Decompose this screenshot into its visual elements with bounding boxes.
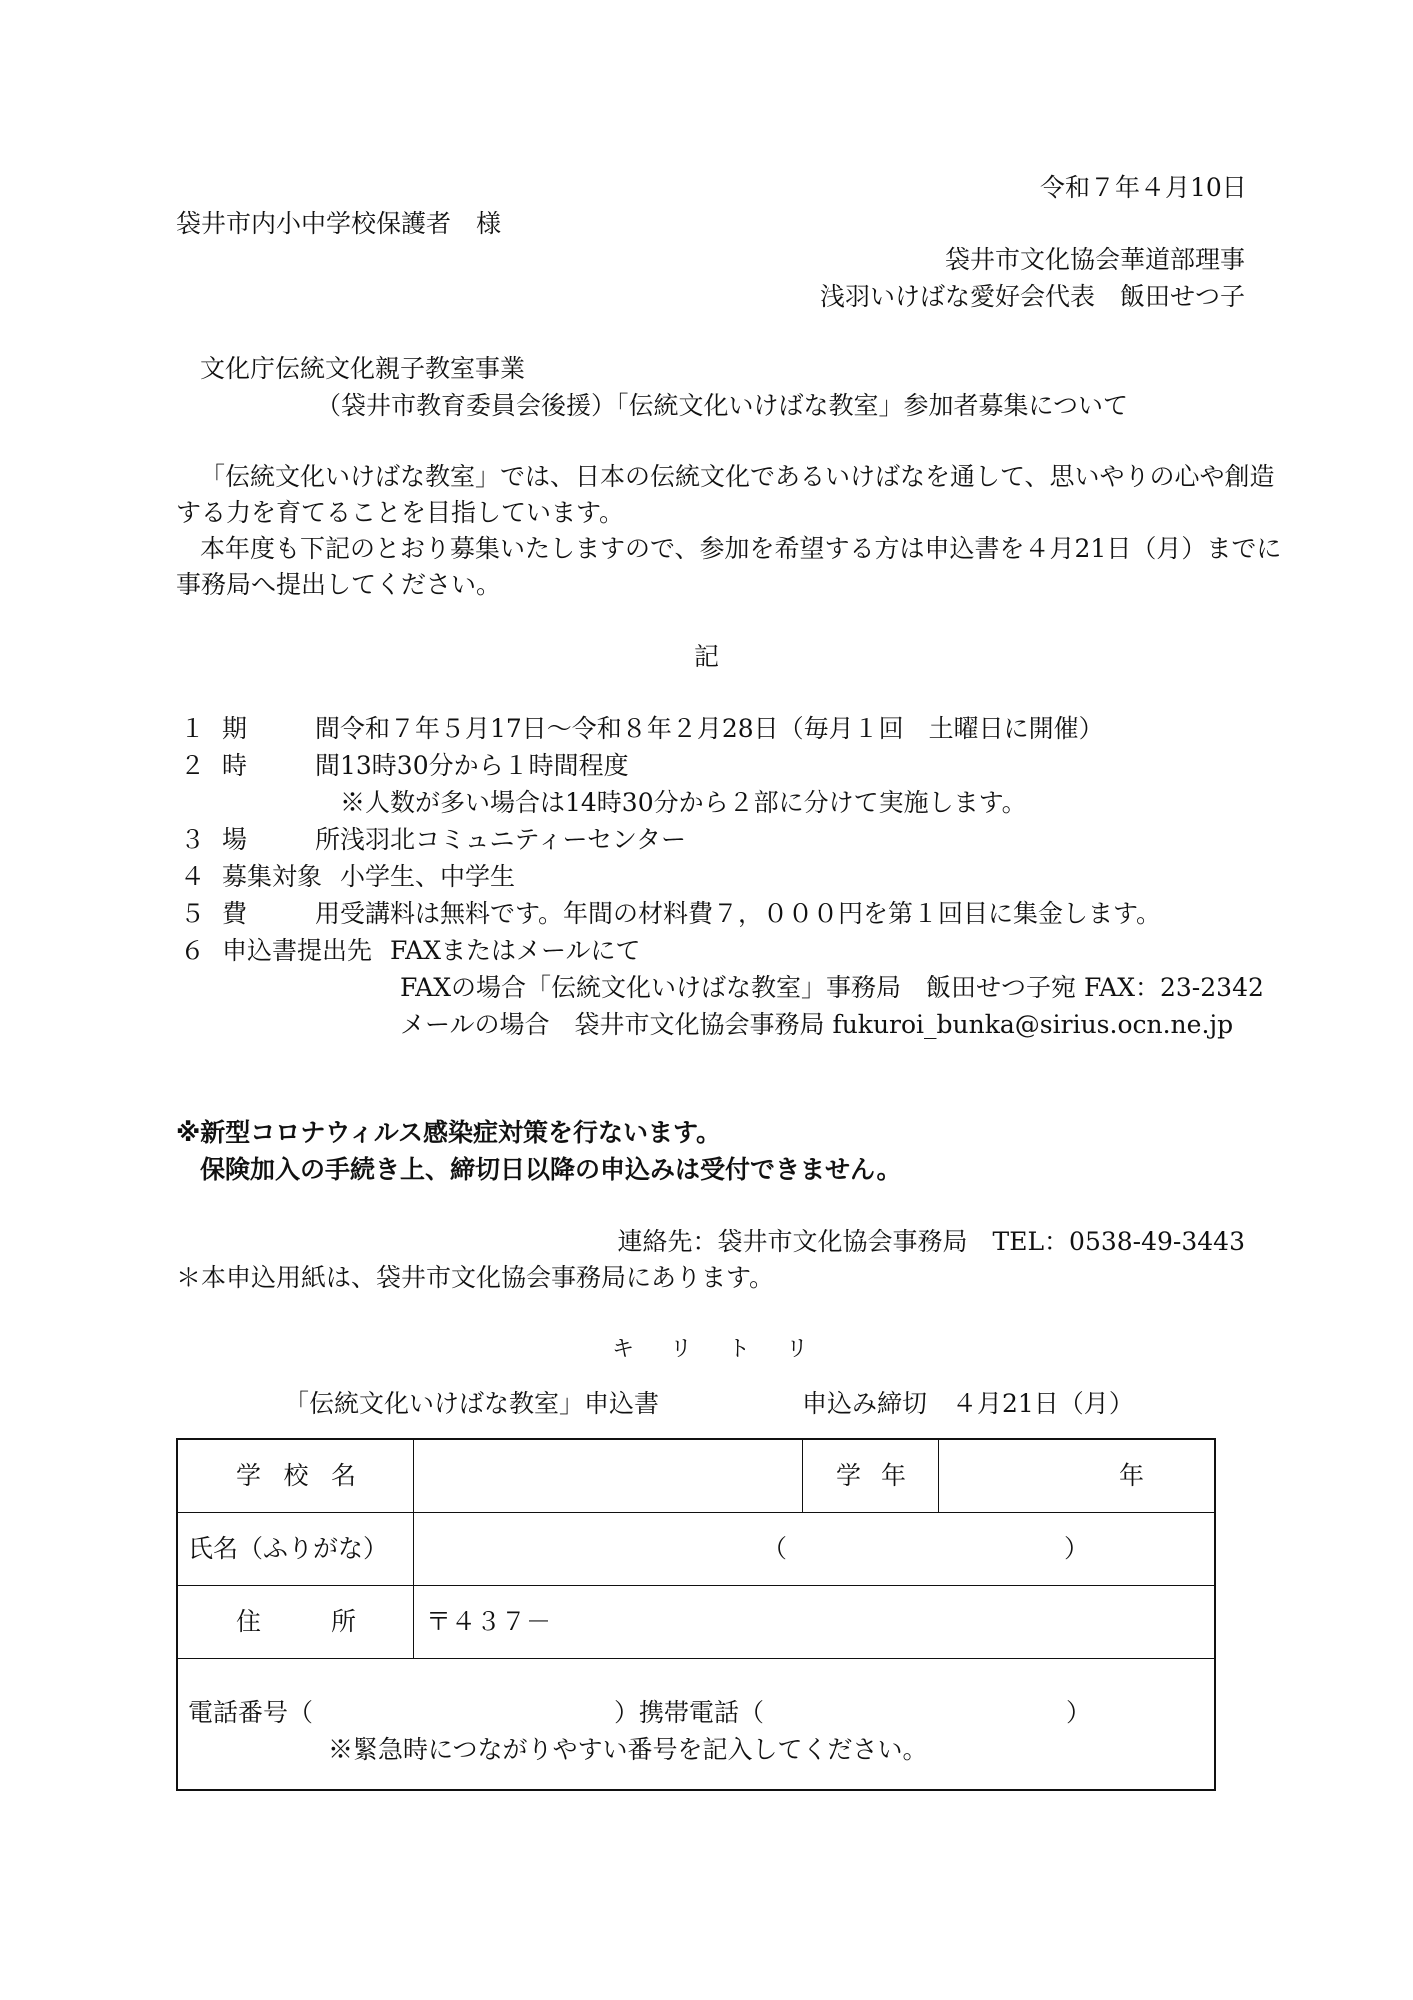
item-label-char: 時	[222, 751, 248, 780]
grade-unit: 年	[1119, 1461, 1145, 1490]
form-deadline: 申込み締切 ４月21日（月）	[802, 1389, 1134, 1418]
item-number: ４	[180, 862, 206, 891]
sender-name: 浅羽いけばな愛好会代表 飯田せつ子	[819, 282, 1245, 311]
school-label	[236, 1460, 356, 1492]
furigana-paren-open: （	[762, 1534, 788, 1563]
item-text: 小学生、中学生	[340, 862, 516, 891]
grade-label-cell	[802, 1440, 938, 1512]
application-form	[176, 1438, 1216, 1791]
grade-input[interactable]	[938, 1440, 1216, 1512]
item-2-note: ※人数が多い場合は14時30分から２部に分けて実施します。	[340, 788, 1027, 817]
furigana-paren-close: ）	[1064, 1534, 1090, 1563]
sender-organization: 袋井市文化協会華道部理事	[944, 245, 1245, 274]
phone-row	[178, 1659, 1214, 1791]
phone-label: 電話番号（	[188, 1698, 314, 1727]
cut-line-char: ト	[727, 1337, 750, 1362]
item-label	[222, 713, 340, 745]
recipient: 袋井市内小中学校保護者 様	[176, 209, 502, 238]
cut-line-char: リ	[785, 1337, 808, 1362]
label-char: 名	[330, 1461, 356, 1490]
label-char: 校	[283, 1461, 309, 1490]
cut-line-char: リ	[669, 1337, 692, 1362]
item-label: 申込書提出先	[222, 936, 373, 965]
cut-line-char: キ	[612, 1337, 635, 1362]
name-input[interactable]	[413, 1513, 1216, 1585]
body-paragraph-1-line-1: 「伝統文化いけばな教室」では、日本の伝統文化であるいけばなを通して、思いやりの心や創造	[200, 462, 1275, 491]
contact-info: 連絡先：袋井市文化協会事務局 TEL：0538-49-3443	[617, 1227, 1245, 1256]
item-label	[222, 750, 340, 782]
item-label	[222, 898, 340, 930]
label-char: 住	[236, 1607, 262, 1636]
item-text: 13時30分から１時間程度	[340, 751, 629, 780]
item-number: １	[180, 714, 206, 743]
item-label-char: 間	[314, 751, 340, 780]
form-location-note: ＊本申込用紙は、袋井市文化協会事務局にあります。	[176, 1263, 775, 1292]
body-paragraph-2-line-2: 事務局へ提出してください。	[176, 570, 502, 599]
item-6-mail: メールの場合 袋井市文化協会事務局 fukuroi_bunka@sirius.ocn.ne.jp	[400, 1010, 1234, 1039]
item-number: ５	[180, 899, 206, 928]
label-char: 学	[236, 1461, 262, 1490]
item-label-char: 間	[314, 714, 340, 743]
document-date: 令和７年４月10日	[1040, 173, 1247, 202]
school-label-cell	[178, 1440, 413, 1512]
address-input[interactable]	[413, 1586, 1216, 1658]
item-number: ６	[180, 936, 206, 965]
grade-label	[836, 1460, 906, 1492]
item-number: ２	[180, 751, 206, 780]
name-label: 氏名（ふりがな）	[188, 1534, 389, 1563]
item-label-char: 費	[222, 899, 248, 928]
title-line-1: 文化庁伝統文化親子教室事業	[200, 354, 526, 383]
address-label	[236, 1606, 356, 1638]
item-label-char: 用	[314, 899, 340, 928]
body-paragraph-1-line-2: する力を育てることを目指しています。	[176, 498, 625, 527]
mobile-label: ）携帯電話（	[614, 1698, 765, 1727]
item-6-fax: FAXの場合「伝統文化いけばな教室」事務局 飯田せつ子宛 FAX：23-2342	[400, 973, 1264, 1002]
mobile-close: ）	[1066, 1698, 1092, 1727]
item-label-char: 所	[314, 825, 340, 854]
title-line-2: （袋井市教育委員会後援）「伝統文化いけばな教室」参加者募集について	[316, 391, 1129, 420]
item-label	[222, 824, 340, 856]
item-text: 令和７年５月17日～令和８年２月28日（毎月１回 土曜日に開催）	[340, 714, 1104, 743]
school-input[interactable]	[413, 1440, 802, 1512]
label-char: 学	[836, 1461, 862, 1490]
address-label-cell	[178, 1586, 413, 1658]
ki-heading: 記	[694, 642, 720, 671]
cut-line-label	[612, 1334, 808, 1366]
item-text: 浅羽北コミュニティーセンター	[340, 825, 687, 854]
name-row	[178, 1513, 1214, 1586]
name-label-cell	[178, 1513, 413, 1585]
postal-code-prefix: 〒４３７－	[426, 1607, 552, 1636]
label-char: 所	[330, 1607, 356, 1636]
school-row	[178, 1440, 1214, 1513]
address-row	[178, 1586, 1214, 1659]
label-char: 年	[880, 1461, 906, 1490]
item-text: 受講料は無料です。年間の材料費７，０００円を第１回目に集金します。	[340, 899, 1162, 928]
phone-note: ※緊急時につながりやすい番号を記入してください。	[328, 1735, 928, 1764]
form-title: 「伝統文化いけばな教室」申込書	[284, 1389, 660, 1418]
body-paragraph-2-line-1: 本年度も下記のとおり募集いたしますので、参加を希望する方は申込書を４月21日（月）までに	[200, 534, 1282, 563]
item-label-char: 期	[222, 714, 248, 743]
item-label-char: 場	[222, 825, 248, 854]
item-number: ３	[180, 825, 206, 854]
item-label: 募集対象	[222, 862, 323, 891]
item-text: FAXまたはメールにて	[390, 936, 641, 965]
notice-line-2: 保険加入の手続き上、締切日以降の申込みは受付できません。	[200, 1155, 902, 1184]
notice-line-1: ※新型コロナウィルス感染症対策を行ないます。	[176, 1118, 722, 1147]
